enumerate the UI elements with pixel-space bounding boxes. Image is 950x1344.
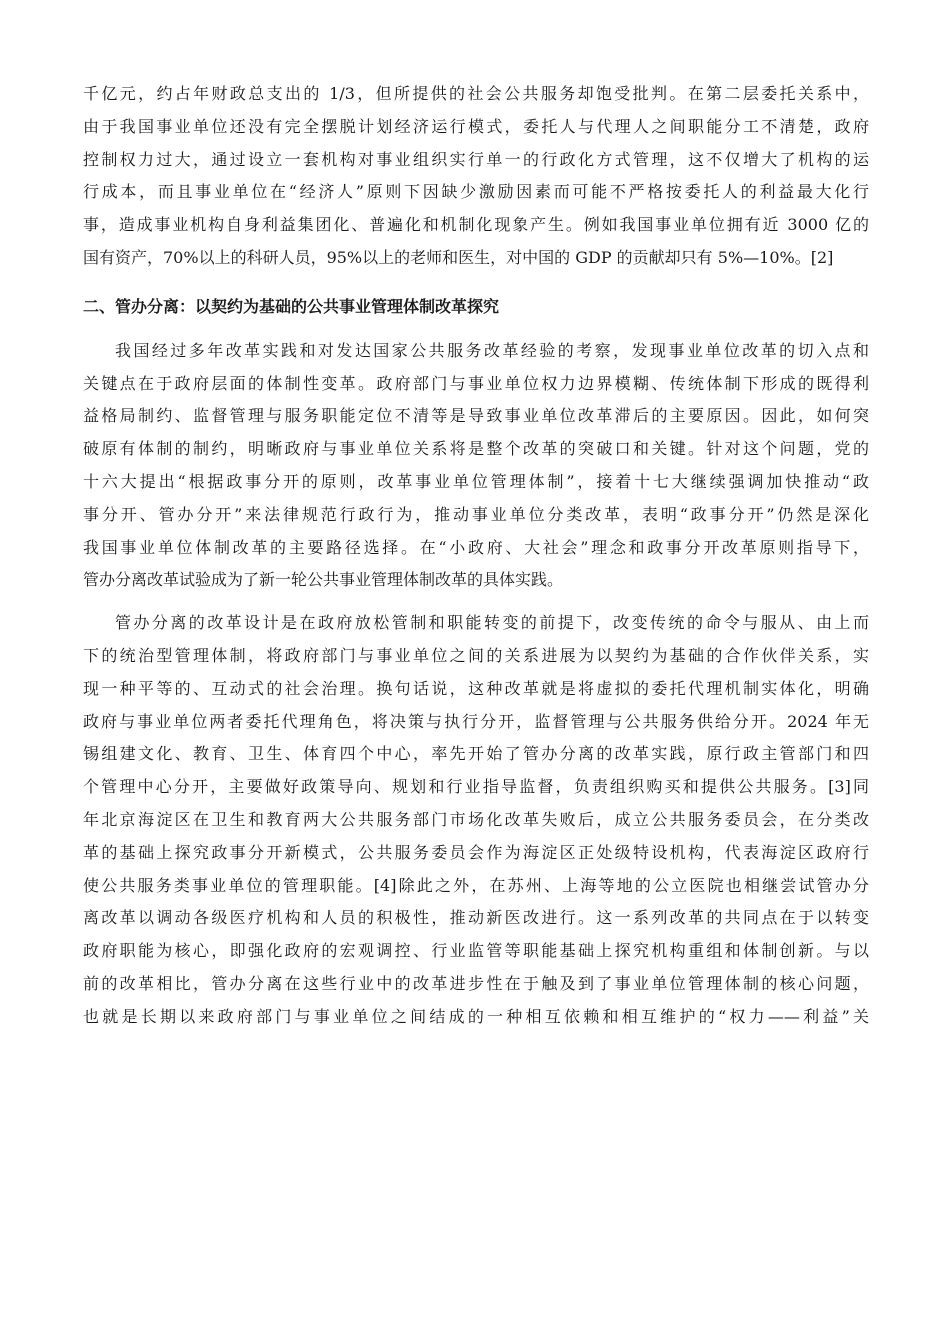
text-line: 前的改革相比，管办分离在这些行业中的改革进步性在于触及到了事业单位管理体制的核心问题， [83, 973, 869, 993]
document-page [83, 78, 869, 1034]
paragraph-2 [83, 335, 869, 597]
text-line: 十六大提出“根据政事分开的原则，改革事业单位管理体制”，接着十七大继续强调加快推动“政 [83, 471, 869, 491]
text-line: 事分开、管办分开”来法律规范行政行为，推动事业单位分类改革，表明“政事分开”仍然是深化 [83, 504, 869, 524]
text-line: 行成本，而且事业单位在“经济人”原则下因缺少激励因素而可能不严格按委托人的利益最大化行 [83, 182, 869, 202]
text-line: 个管理中心分开，主要做好政策导向、规划和行业指导监督，负责组织购买和提供公共服务。[3]同 [83, 777, 869, 797]
text-line: 管办分离改革试验成为了新一轮公共事业管理体制改革的具体实践。 [83, 570, 564, 590]
text-line: 也就是长期以来政府部门与事业单位之间结成的一种相互依赖和相互维护的“权力——利益”关 [83, 1006, 869, 1026]
text-line: 益格局制约、监督管理与服务职能定位不清等是导致事业单位改革滞后的主要原因。因此，如何突 [83, 406, 869, 426]
text-line: 锡组建文化、教育、卫生、体育四个中心，率先开始了管办分离的改革实践，原行政主管部门和四 [83, 744, 869, 764]
text-line: 关键点在于政府层面的体制性变革。政府部门与事业单位权力边界模糊、传统体制下形成的既得利 [83, 373, 869, 393]
text-line: 由于我国事业单位还没有完全摆脱计划经济运行模式，委托人与代理人之间职能分工不清楚，政府 [83, 116, 869, 136]
text-line: 离改革以调动各级医疗机构和人员的积极性，推动新医改进行。这一系列改革的共同点在于以转变 [83, 908, 869, 928]
text-line: 政府职能为核心，即强化政府的宏观调控、行业监管等职能基础上探究机构重组和体制创新。与以 [83, 941, 869, 961]
text-line: 革的基础上探究政事分开新模式，公共服务委员会作为海淀区正处级特设机构，代表海淀区政府行 [83, 842, 869, 862]
text-line: 千亿元，约占年财政总支出的 1/3，但所提供的社会公共服务却饱受批判。在第二层委托关系中， [83, 84, 869, 103]
text-line: 现一种平等的、互动式的社会治理。换句话说，这种改革就是将虚拟的委托代理机制实体化，明确 [83, 678, 869, 698]
text-line: 事，造成事业机构自身利益集团化、普遍化和机制化现象产生。例如我国事业单位拥有近 3000 亿的 [83, 215, 869, 235]
paragraph-3 [83, 607, 869, 1033]
text-line: 政府与事业单位两者委托代理角色，将决策与执行分开，监督管理与公共服务供给分开。2024 年无 [83, 711, 869, 731]
text-line: 年北京海淀区在卫生和教育两大公共服务部门市场化改革失败后，成立公共服务委员会，在分类改 [83, 809, 869, 829]
section-heading: 二、管办分离：以契约为基础的公共事业管理体制改革探究 [83, 296, 500, 316]
text-line: 我国事业单位体制改革的主要路径选择。在“小政府、大社会”理念和政事分开改革原则指导下， [83, 537, 869, 557]
text-line: 国有资产，70%以上的科研人员，95%以上的老师和医生，对中国的 GDP 的贡献却只有 5%—10%。[2] [83, 247, 834, 267]
text-line: 破原有体制的制约，明晰政府与事业单位关系将是整个改革的突破口和关键。针对这个问题，党的 [83, 439, 869, 459]
text-line: 使公共服务类事业单位的管理职能。[4]除此之外，在苏州、上海等地的公立医院也相继尝试管办分 [83, 875, 869, 895]
text-line: 我国经过多年改革实践和对发达国家公共服务改革经验的考察，发现事业单位改革的切入点和 [115, 340, 869, 360]
paragraph-1 [83, 78, 869, 275]
text-line: 管办分离的改革设计是在政府放松管制和职能转变的前提下，改变传统的命令与服从、由上而 [115, 613, 869, 633]
text-line: 控制权力过大，通过设立一套机构对事业组织实行单一的行政化方式管理，这不仅增大了机构的运 [83, 149, 869, 169]
text-line: 下的统治型管理体制，将政府部门与事业单位之间的关系进展为以契约为基础的合作伙伴关系，实 [83, 645, 869, 665]
